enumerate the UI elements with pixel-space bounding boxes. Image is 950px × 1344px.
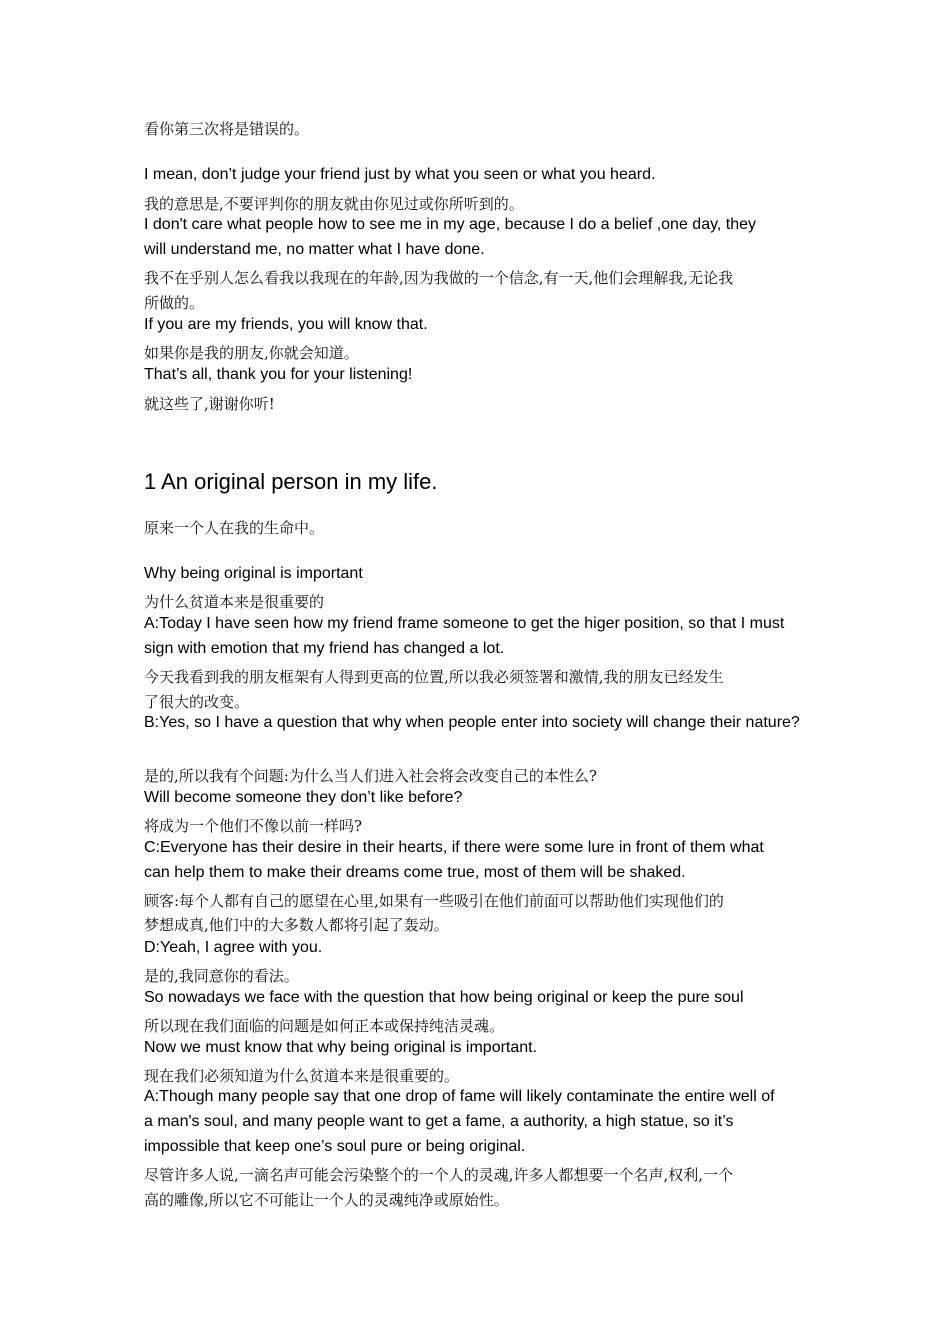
text-line: can help them to make their dreams come true, most of them will be shaked.	[144, 864, 686, 881]
text-line: 了很大的改变。	[144, 693, 250, 711]
section-heading: 1 An original person in my life.	[144, 469, 438, 494]
text-line: I mean, don’t judge your friend just by what you seen or what you heard.	[144, 166, 656, 183]
text-line: 是的,我同意你的看法。	[144, 967, 299, 985]
text-line: A:Though many people say that one drop of fame will likely contaminate the entire well of	[144, 1088, 775, 1105]
text-line: a man's soul, and many people want to get a fame, a authority, a high statue, so it’s	[144, 1113, 734, 1130]
text-line: 今天我看到我的朋友框架有人得到更高的位置,所以我必须签署和激情,我的朋友已经发生	[144, 668, 724, 686]
text-line: 看你第三次将是错误的。	[144, 120, 310, 138]
text-line: 将成为一个他们不像以前一样吗?	[144, 817, 363, 835]
text-line: B:Yes, so I have a question that why when people enter into society will change their nature?	[144, 714, 800, 731]
text-line: 高的雕像,所以它不可能让一个人的灵魂纯净或原始性。	[144, 1191, 509, 1209]
text-line: 顾客:每个人都有自己的愿望在心里,如果有一些吸引在他们前面可以帮助他们实现他们的	[144, 892, 724, 910]
text-line: A:Today I have seen how my friend frame someone to get the higer position, so that I must	[144, 615, 785, 632]
text-line: 为什么贫道本来是很重要的	[144, 593, 325, 611]
text-line: 原来一个人在我的生命中。	[144, 519, 325, 537]
text-line: 我不在乎别人怎么看我以我现在的年龄,因为我做的一个信念,有一天,他们会理解我,无论我	[144, 269, 734, 287]
text-line: 如果你是我的朋友,你就会知道。	[144, 344, 359, 362]
text-line: C:Everyone has their desire in their hearts, if there were some lure in front of them what	[144, 839, 764, 856]
text-line: 现在我们必须知道为什么贫道本来是很重要的。	[144, 1067, 460, 1085]
text-line: 就这些了,谢谢你听!	[144, 395, 275, 413]
text-line: Now we must know that why being original is important.	[144, 1039, 538, 1056]
text-line: That’s all, thank you for your listening!	[144, 366, 413, 383]
text-line: sign with emotion that my friend has changed a lot.	[144, 640, 505, 657]
text-line: So nowadays we face with the question that how being original or keep the pure soul	[144, 989, 744, 1006]
text-line: 是的,所以我有个问题:为什么当人们进入社会将会改变自己的本性么?	[144, 767, 597, 785]
text-line: will understand me, no matter what I have done.	[144, 241, 485, 258]
text-line: 梦想成真,他们中的大多数人都将引起了轰动。	[144, 916, 449, 934]
text-line: impossible that keep one’s soul pure or being original.	[144, 1138, 526, 1155]
text-line: Will become someone they don’t like before?	[144, 789, 463, 806]
text-line: 所以现在我们面临的问题是如何正本或保持纯洁灵魂。	[144, 1017, 505, 1035]
text-line: D:Yeah, I agree with you.	[144, 939, 323, 956]
text-line: 我的意思是,不要评判你的朋友就由你见过或你所听到的。	[144, 195, 524, 213]
text-line: I don't care what people how to see me in my age, because I do a belief ,one day, they	[144, 216, 757, 233]
text-line: If you are my friends, you will know that.	[144, 316, 428, 333]
text-line: 所做的。	[144, 294, 205, 312]
text-line: Why being original is important	[144, 565, 363, 582]
text-line: 尽管许多人说,一滴名声可能会污染整个的一个人的灵魂,许多人都想要一个名声,权利,一个	[144, 1166, 734, 1184]
